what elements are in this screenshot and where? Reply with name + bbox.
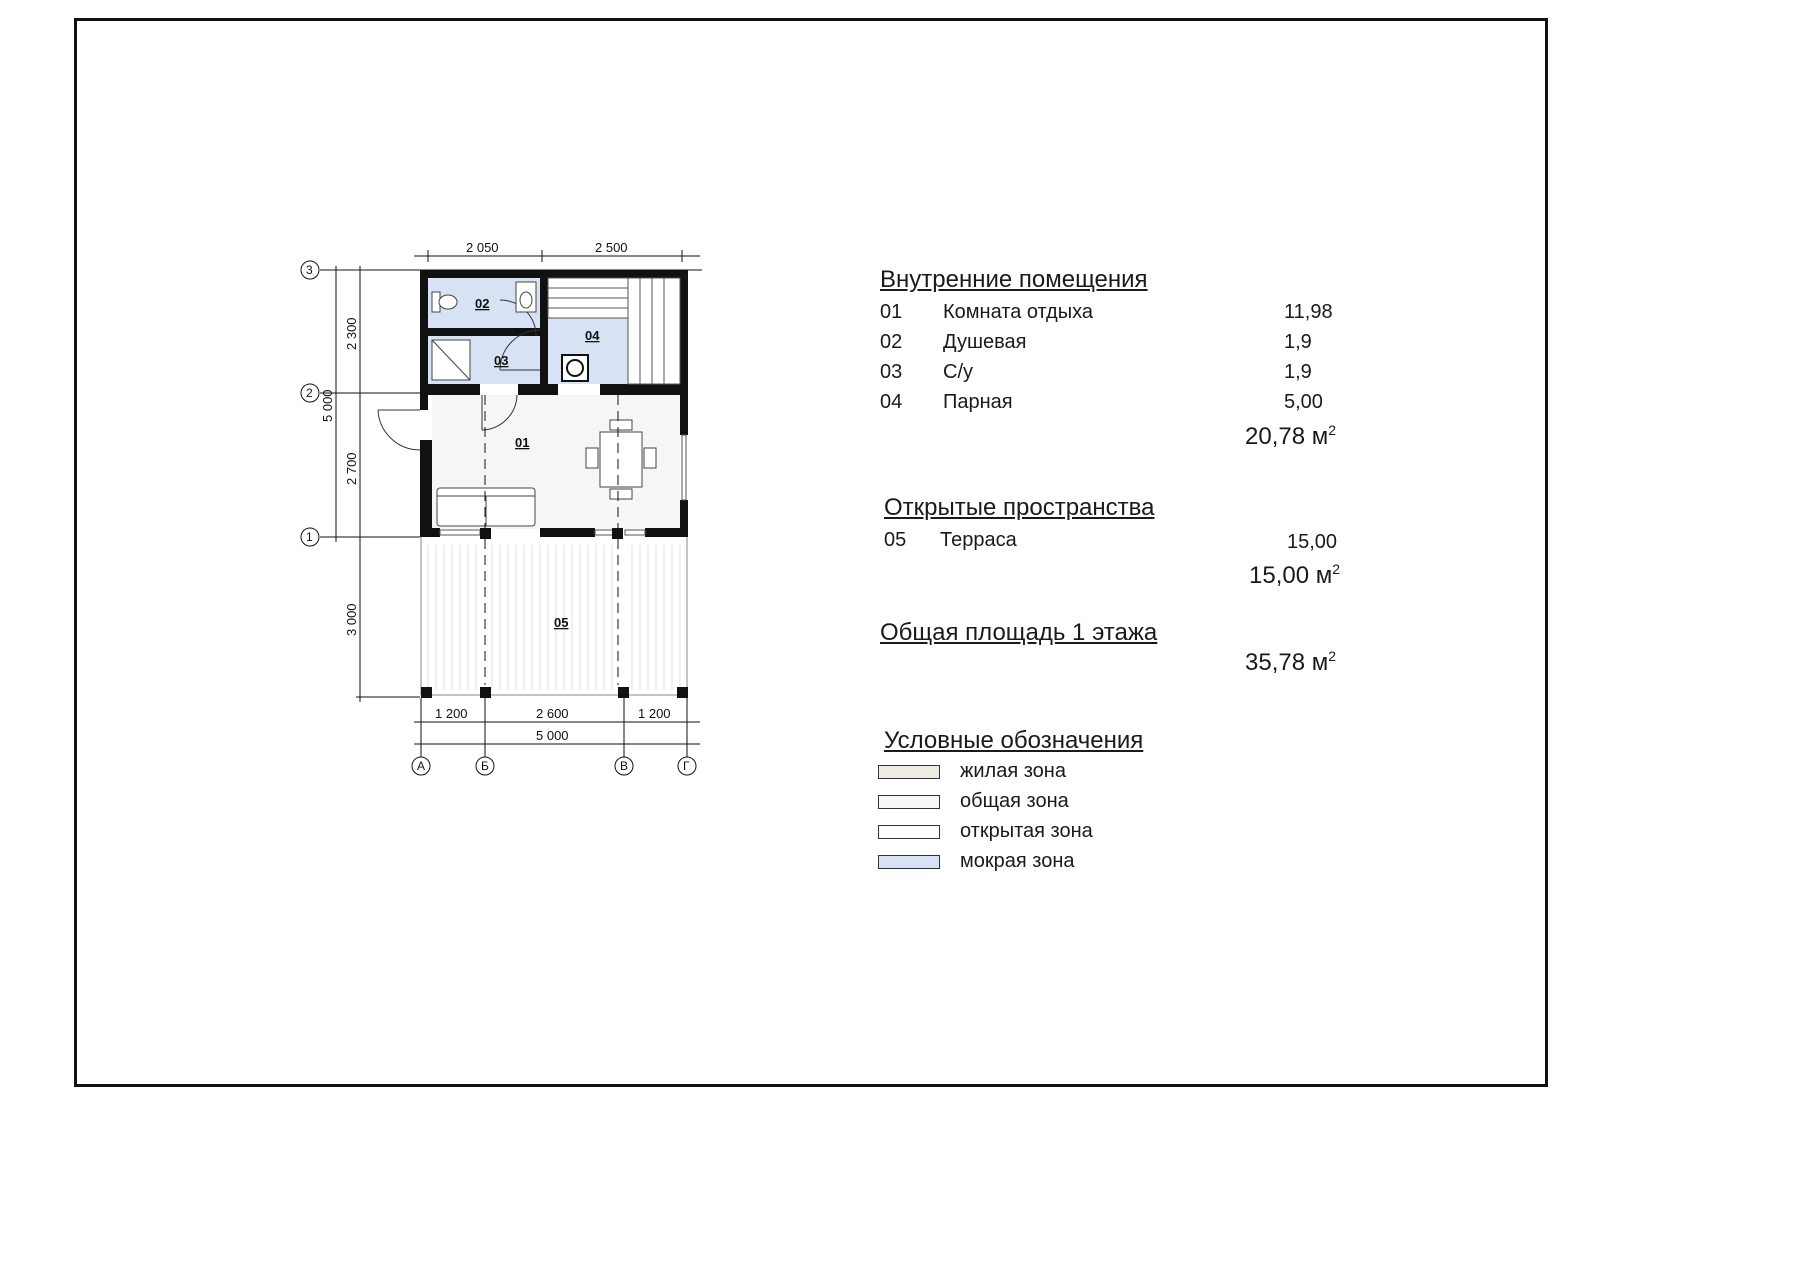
open-title: Открытые пространства	[884, 494, 1155, 521]
interior-row-01-name: Комната отдыха	[943, 301, 1093, 323]
interior-row-03-num: 03	[880, 361, 903, 383]
room-label-01: 01	[515, 435, 530, 450]
sink-icon	[516, 282, 536, 312]
dim-bottom-1: 1 200	[435, 706, 468, 721]
interior-row-03-area: 1,9	[1284, 361, 1312, 383]
interior-row-02-area: 1,9	[1284, 331, 1312, 353]
dim-top-1: 2 050	[466, 240, 499, 255]
axis-bubble-g	[678, 757, 696, 775]
open-row-05-area: 15,00	[1287, 531, 1338, 553]
window-east	[682, 435, 686, 500]
axis-bubble-a	[412, 757, 430, 775]
legend-label-common: общая зона	[960, 790, 1069, 812]
interior-title: Внутренние помещения	[880, 266, 1148, 293]
svg-text:2: 2	[306, 386, 313, 400]
open-row-05-name: Терраса	[940, 529, 1017, 551]
svg-text:Б: Б	[481, 759, 489, 773]
door-entrance[interactable]	[378, 410, 420, 450]
dim-bottom-total: 5 000	[536, 728, 569, 743]
legend-swatch-open	[878, 825, 940, 839]
interior-row-03-name: С/у	[943, 361, 973, 383]
dim-left-2: 2 700	[344, 452, 359, 485]
svg-text:А: А	[417, 759, 426, 773]
axis-bubble-v	[615, 757, 633, 775]
axis-bubble-3	[301, 261, 319, 279]
interior-row-02-num: 02	[880, 331, 903, 353]
room-label-04: 04	[585, 328, 600, 343]
legend-swatch-wet	[878, 855, 940, 869]
dim-bottom-3: 1 200	[638, 706, 671, 721]
window-south-right2	[625, 530, 645, 535]
svg-text:Г: Г	[683, 759, 690, 773]
legend-label-open: открытая зона	[960, 820, 1093, 842]
sauna-stove-icon	[562, 355, 588, 381]
svg-text:В: В	[620, 759, 629, 773]
svg-text:1: 1	[306, 530, 313, 544]
interior-total: 20,78 $м^2$	[1245, 422, 1337, 450]
legend-label-wet: мокрая зона	[960, 850, 1075, 872]
legend-swatch-common	[878, 795, 940, 809]
interior-row-01-num: 01	[880, 301, 903, 323]
axis-bubble-1	[301, 528, 319, 546]
interior-row-04-name: Парная	[943, 391, 1013, 413]
legend-label-living: жилая зона	[960, 760, 1066, 782]
dim-left-total: 5 000	[320, 389, 335, 422]
dim-left-3: 3 000	[344, 603, 359, 636]
window-south-left	[440, 530, 480, 535]
interior-row-04-num: 04	[880, 391, 903, 413]
dim-top-2: 2 500	[595, 240, 628, 255]
sofa-icon	[437, 488, 535, 526]
legend-swatch-living	[878, 765, 940, 779]
dim-left-1: 2 300	[344, 317, 359, 350]
open-row-05-num: 05	[884, 529, 907, 551]
interior-row-04-area: 5,00	[1284, 391, 1323, 413]
shower-tray-icon	[432, 340, 470, 380]
room-label-02: 02	[475, 296, 490, 311]
axis-bubble-b	[476, 757, 494, 775]
interior-row-02-name: Душевая	[943, 331, 1027, 353]
overall-total: 35,78 $м^2$	[1245, 648, 1337, 676]
overall-title: Общая площадь 1 этажа	[880, 619, 1158, 646]
legend-title: Условные обозначения	[884, 727, 1144, 754]
room-label-03: 03	[494, 353, 509, 368]
axis-bubble-2	[301, 384, 319, 402]
open-total: 15,00 $м^2$	[1249, 561, 1341, 589]
dim-bottom-2: 2 600	[536, 706, 569, 721]
interior-row-01-area: 11,98	[1284, 301, 1333, 323]
room-label-05: 05	[554, 615, 569, 630]
svg-text:3: 3	[306, 263, 313, 277]
